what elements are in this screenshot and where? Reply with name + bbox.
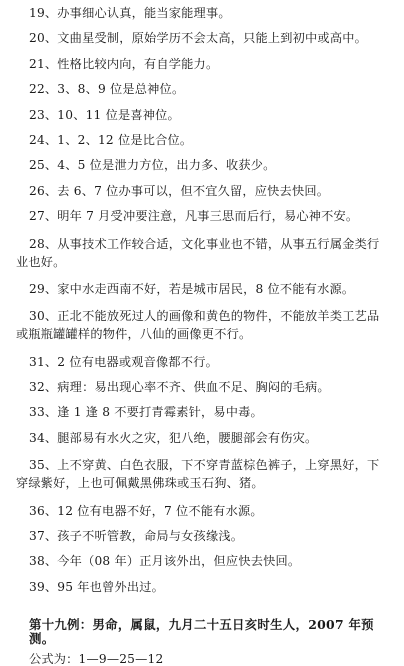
list-item-33: 33、逢 1 逢 8 不要打青霉素针，易中毒。 [29,405,263,420]
list-item-20: 20、文曲星受制，原始学历不会太高，只能上到初中或高中。 [29,31,367,46]
list-item-25: 25、4、5 位是泄力方位，出力多、收获少。 [29,158,276,173]
list-item-29: 29、家中水走西南不好，若是城市居民，8 位不能有水源。 [29,281,355,296]
section-spacer [29,605,390,618]
list-item-28: 28、从事技术工作较合适，文化事业也不错，从事五行属金类行业也好。 [16,236,380,269]
list-item-24: 24、1、2、12 位是比合位。 [29,132,193,147]
list-item-39: 39、95 年也曾外出过。 [29,579,164,594]
example-formula: 公式为：1—9—25—12 [29,652,164,666]
list-item-34: 34、腿部易有水火之灾，犯八绝，腰腿部会有伤灾。 [29,430,318,445]
list-item-30: 30、正北不能放死过人的画像和黄色的物件，不能放羊类工艺品或瓶瓶罐罐样的物件，八仙的画像更不行。 [16,309,380,342]
list-item-22: 22、3、8、9 位是总神位。 [29,82,185,97]
example-heading: 第十九例：男命，属鼠，九月二十五日亥时生人，2007 年预测。 [29,617,374,647]
list-item-27: 27、明年 7 月受冲要注意，凡事三思而后行，易心神不安。 [29,209,359,224]
list-item-37: 37、孩子不听管教，命局与女孩缘浅。 [29,529,244,544]
list-item-35: 35、上不穿黄、白色衣服，下不穿青蓝棕色裤子，上穿黑好，下穿绿紫好，上也可佩戴黑佛珠或玉石狗、猪。 [16,458,380,491]
list-item-36: 36、12 位有电器不好，7 位不能有水源。 [29,503,263,518]
list-item-21: 21、性格比较内向，有自学能力。 [29,56,219,71]
list-item-19: 19、办事细心认真，能当家能理事。 [29,6,231,20]
list-item-31: 31、2 位有电器或观音像都不行。 [29,354,218,369]
list-item-32: 32、病理：易出现心率不齐、供血不足、胸闷的毛病。 [29,380,330,395]
list-item-26: 26、去 6、7 位办事可以，但不宜久留，应快去快回。 [29,183,330,198]
list-item-23: 23、10、11 位是喜神位。 [29,107,180,122]
list-item-38: 38、今年（08 年）正月该外出，但应快去快回。 [29,554,301,569]
